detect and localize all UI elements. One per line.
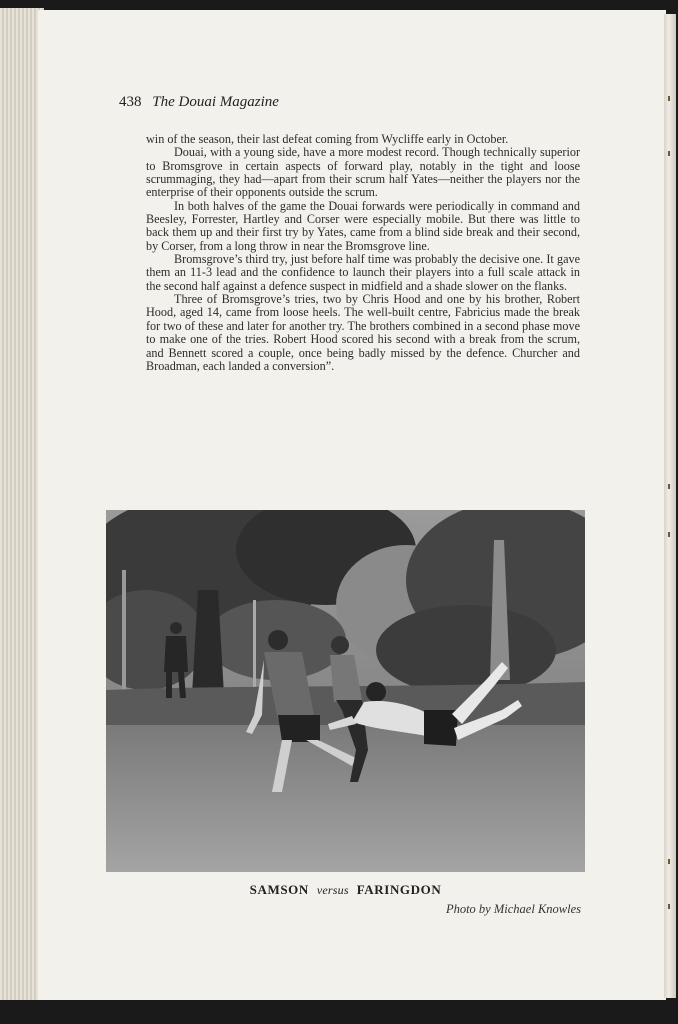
edge-mark bbox=[668, 96, 670, 101]
magazine-title: The Douai Magazine bbox=[152, 94, 279, 110]
rugby-photograph bbox=[106, 510, 585, 872]
caption-right-name: FARINGDON bbox=[356, 882, 442, 897]
edge-mark bbox=[668, 904, 670, 909]
caption-versus: versus bbox=[316, 883, 349, 897]
photo-caption bbox=[106, 882, 585, 898]
facing-page-edge bbox=[664, 14, 676, 998]
edge-mark bbox=[668, 484, 670, 489]
photo-credit: Photo by Michael Knowles bbox=[445, 902, 581, 916]
paragraph: Douai, with a young side, have a more modest record. Though technically superior to Bromsgrove in certain aspects of forward play, notably in the tight and loose scrummaging, they had—apart from their scrum half Yates—neither the players nor the enterprise of their opponents outside the scrum. bbox=[146, 145, 580, 200]
paragraph: win of the season, their last defeat coming from Wycliffe early in October. bbox=[146, 132, 509, 146]
edge-mark bbox=[668, 151, 670, 156]
article-text bbox=[146, 133, 580, 373]
running-header bbox=[119, 94, 419, 111]
paragraph: Bromsgrove’s third try, just before half time was probably the decisive one. It gave them an 11-3 lead and the confidence to launch their players into a full scale attack in the second half against a defence suspect in midfield and a shade slower on the flanks. bbox=[146, 252, 580, 293]
page-number: 438 bbox=[119, 94, 142, 110]
edge-mark bbox=[668, 532, 670, 537]
edge-mark bbox=[668, 859, 670, 864]
paragraph: Three of Bromsgrove’s tries, two by Chris Hood and one by his brother, Robert Hood, aged 14, came from loose heels. The well-built centre, Fabricius made the break for two of these and later for another try. The brothers combined in a second phase move to make one of the tries. Robert Hood scored his second with a break from the scrum, and Bennett scored a couple, once being badly missed by the defence. Churcher and Broadman, each landed a conversion”. bbox=[146, 292, 580, 373]
paragraph: In both halves of the game the Douai forwards were periodically in command and Beesley, Forrester, Hartley and Corser were especially mobile. But there was little to back them up and their first try by Yates, came from a blind side break and their second, by Corser, from a long throw in near the Bromsgrove line. bbox=[146, 198, 580, 253]
caption-left-name: SAMSON bbox=[249, 882, 309, 897]
